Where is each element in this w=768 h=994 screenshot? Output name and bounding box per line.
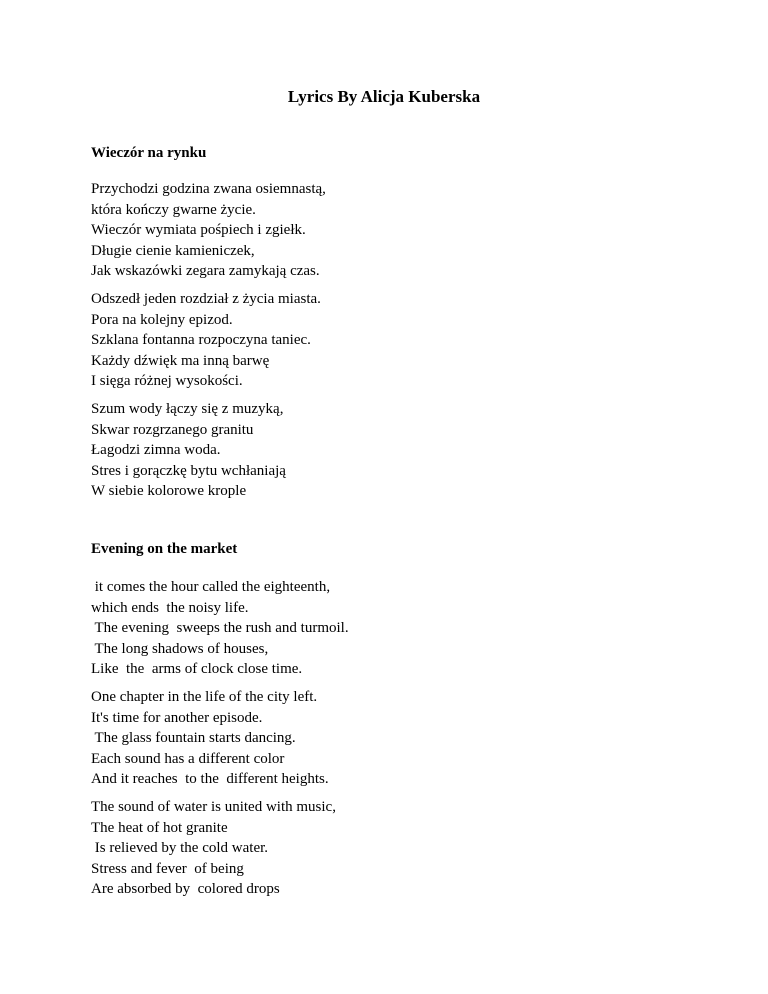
poem-line: The sound of water is united with music, (91, 799, 336, 815)
polish-poem-heading: Wieczór na rynku (91, 145, 207, 161)
poem-line: Wieczór wymiata pośpiech i zgiełk. (91, 222, 306, 238)
poem-line: which ends the noisy life. (91, 599, 249, 616)
poem-line: Like the arms of clock close time. (91, 661, 303, 677)
poem-line: Łagodzi zimna woda. (91, 442, 221, 458)
english-stanza-1 (91, 577, 349, 680)
poem-line: I sięga różnej wysokości. (91, 373, 243, 389)
poem-line: The evening sweeps the rush and turmoil. (91, 620, 349, 636)
poem-line: The long shadows of houses, (91, 640, 269, 657)
poem-line: Jak wskazówki zegara zamykają czas. (91, 263, 320, 279)
polish-stanza-1 (91, 179, 326, 282)
poem-line: It's time for another episode. (91, 709, 263, 726)
poem-line: Skwar rozgrzanego granitu (91, 421, 254, 438)
poem-line: Każdy dźwięk ma inną barwę (91, 352, 270, 369)
poem-line: Stres i gorączkę bytu wchłaniają (91, 462, 286, 479)
poem-line: The heat of hot granite (91, 819, 228, 836)
polish-stanza-3 (91, 399, 286, 502)
poem-line: Przychodzi godzina zwana osiemnastą, (91, 181, 326, 197)
poem-line: One chapter in the life of the city left. (91, 689, 318, 705)
poem-line: Długie cienie kamieniczek, (91, 242, 255, 259)
poem-line: Szum wody łączy się z muzyką, (91, 401, 284, 417)
english-stanza-3 (91, 797, 336, 900)
poem-line: it comes the hour called the eighteenth, (91, 579, 331, 595)
poem-line: And it reaches to the different heights. (91, 771, 329, 787)
poem-line: The glass fountain starts dancing. (91, 730, 296, 746)
polish-stanza-2 (91, 289, 321, 392)
english-poem-heading: Evening on the market (91, 541, 238, 557)
poem-line: Szklana fontanna rozpoczyna taniec. (91, 332, 311, 348)
poem-line: Odszedł jeden rozdział z życia miasta. (91, 291, 321, 307)
poem-line: W siebie kolorowe krople (91, 483, 247, 499)
poem-line: która kończy gwarne życie. (91, 201, 256, 218)
document-title: Lyrics By Alicja Kuberska (287, 87, 481, 106)
english-stanza-2 (91, 687, 329, 790)
poem-line: Pora na kolejny epizod. (91, 311, 233, 328)
poem-line: Each sound has a different color (91, 750, 285, 767)
poem-line: Stress and fever of being (91, 860, 244, 877)
poem-line: Is relieved by the cold water. (91, 840, 269, 856)
poem-line: Are absorbed by colored drops (91, 881, 280, 897)
